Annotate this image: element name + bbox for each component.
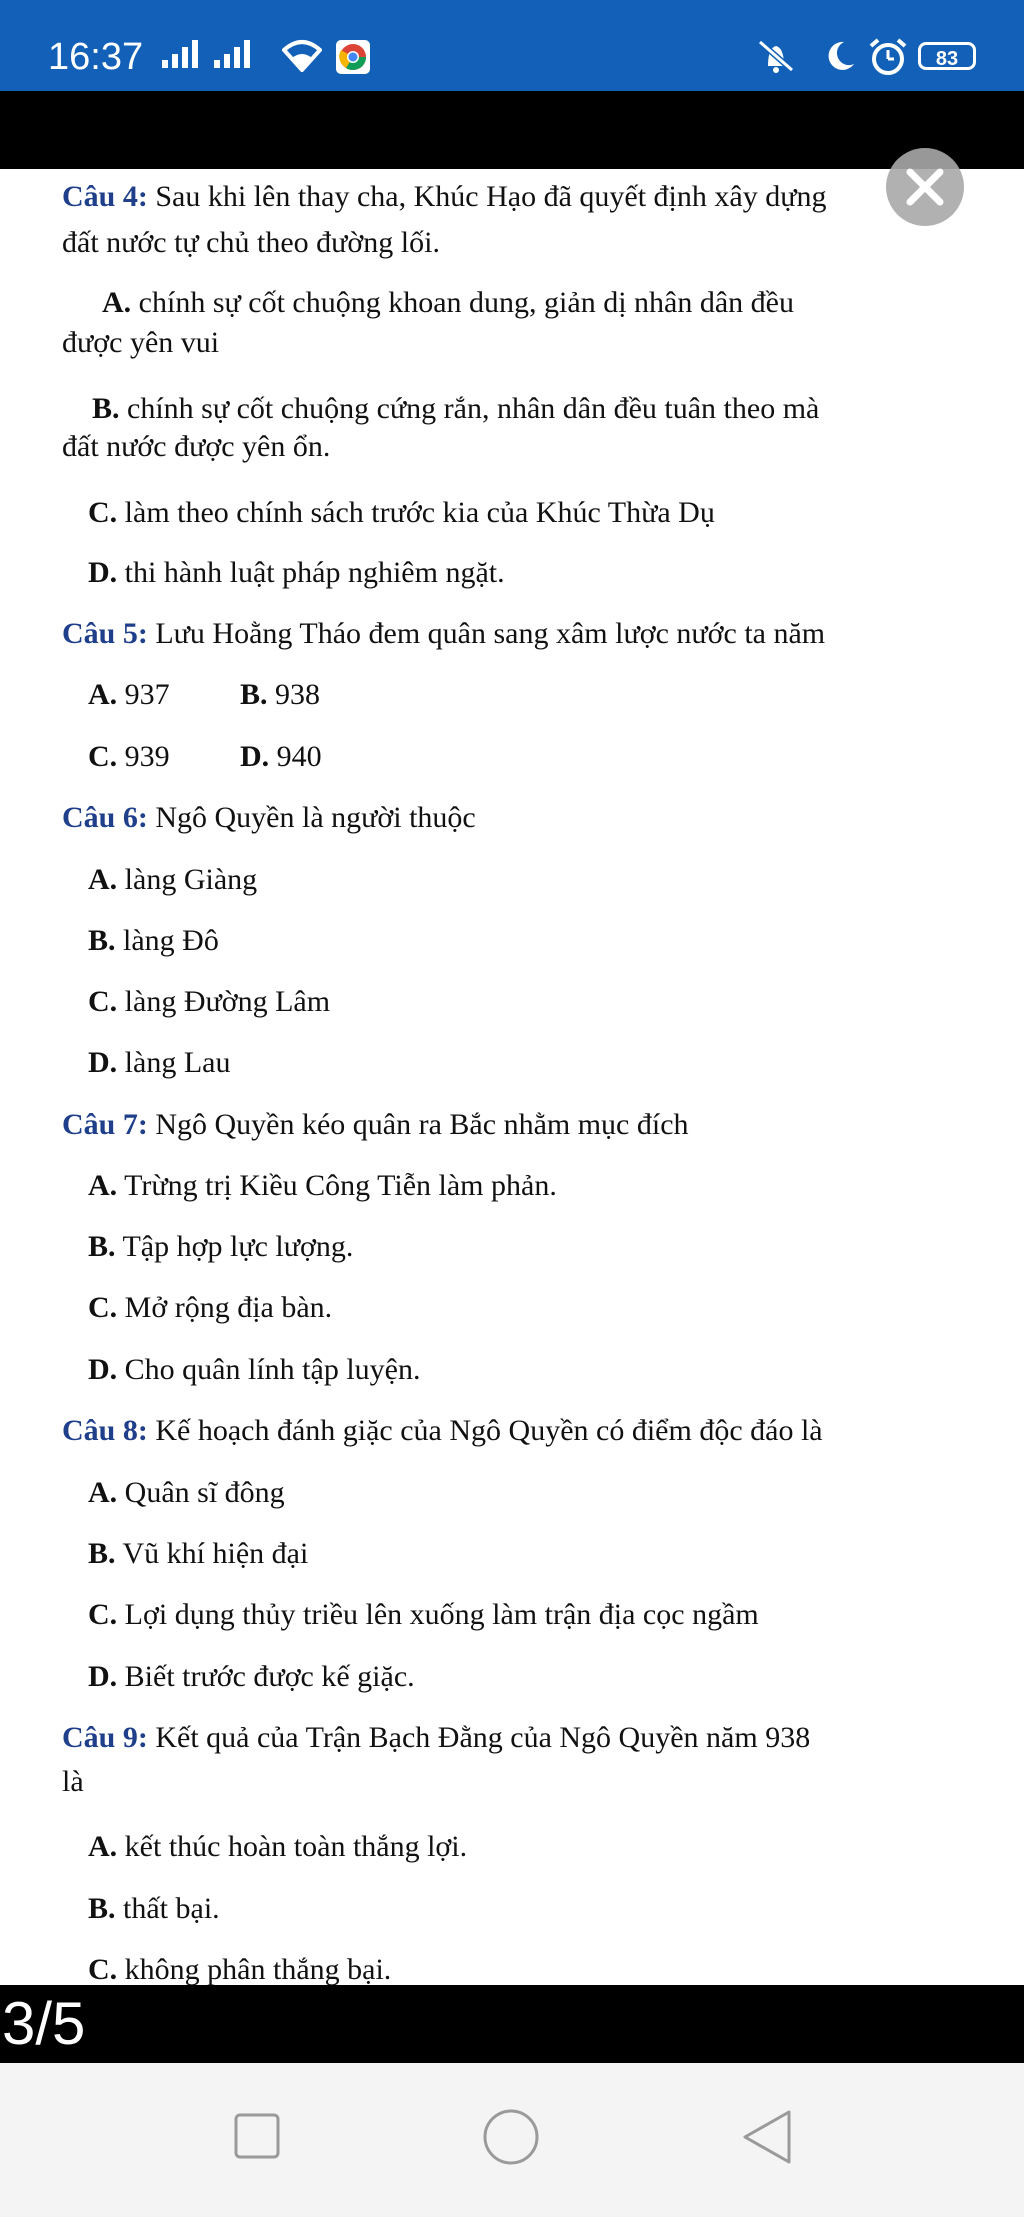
q9-option-c: C. không phân thắng bại. [88, 1953, 392, 1985]
signal-icon [214, 38, 258, 70]
alarm-icon [868, 38, 908, 76]
close-icon [886, 148, 964, 226]
q8-option-b: B. Vũ khí hiện đại [88, 1537, 309, 1570]
q5-option-d: D. 940 [240, 740, 322, 773]
q7-option-c: C. Mở rộng địa bàn. [88, 1291, 333, 1324]
page-indicator: 3/5 [2, 1990, 86, 2057]
q5-option-a: A. 937 [88, 678, 170, 711]
question-9-line2: là [62, 1765, 84, 1798]
navigation-bar [0, 2063, 1024, 2217]
q4-option-b: B. chính sự cốt chuộng cứng rắn, nhân dân đều tuân theo mà [92, 392, 820, 425]
close-button[interactable] [886, 148, 964, 226]
recent-apps-button[interactable] [233, 2112, 281, 2160]
q7-option-a: A. Trừng trị Kiều Công Tiễn làm phản. [88, 1169, 557, 1202]
q6-option-d: D. làng Lau [88, 1046, 231, 1079]
status-bar [0, 0, 1024, 91]
question-5: Câu 5: Lưu Hoằng Tháo đem quân sang xâm lược nước ta năm [62, 617, 826, 650]
moon-icon [822, 38, 858, 74]
home-button[interactable] [482, 2108, 540, 2166]
document-page [0, 169, 1024, 1985]
q8-option-d: D. Biết trước được kế giặc. [88, 1660, 415, 1693]
q9-option-b: B. thất bại. [88, 1892, 220, 1925]
q6-option-a: A. làng Giàng [88, 863, 258, 896]
q8-option-c: C. Lợi dụng thủy triều lên xuống làm trận địa cọc ngầm [88, 1598, 759, 1631]
question-7: Câu 7: Ngô Quyền kéo quân ra Bắc nhằm mục đích [62, 1108, 689, 1141]
signal-icon [162, 38, 206, 70]
q6-option-c: C. làng Đường Lâm [88, 985, 331, 1018]
q4-option-c: C. làm theo chính sách trước kia của Khúc Thừa Dụ [88, 496, 715, 529]
question-9: Câu 9: Kết quả của Trận Bạch Đằng của Ngô Quyền năm 938 [62, 1721, 811, 1754]
wifi-icon [282, 38, 322, 72]
chrome-icon [336, 40, 370, 74]
q5-option-c: C. 939 [88, 740, 170, 773]
q6-option-b: B. làng Đô [88, 924, 219, 957]
q4-option-d: D. thi hành luật pháp nghiêm ngặt. [88, 556, 505, 589]
question-6: Câu 6: Ngô Quyền là người thuộc [62, 801, 476, 834]
q4-option-a-line2: được yên vui [62, 326, 220, 359]
q5-option-b: B. 938 [240, 678, 321, 711]
q4-option-a: A. chính sự cốt chuộng khoan dung, giản dị nhân dân đều [102, 286, 794, 319]
viewer-bottom-bar [0, 1985, 1024, 2063]
question-4-line2: đất nước tự chủ theo đường lối. [62, 226, 440, 259]
viewer-top-bar [0, 91, 1024, 169]
mute-icon [756, 38, 796, 74]
question-4: Câu 4: Sau khi lên thay cha, Khúc Hạo đã quyết định xây dựng [62, 180, 827, 213]
back-button[interactable] [741, 2108, 793, 2166]
q8-option-a: A. Quân sĩ đông [88, 1476, 285, 1509]
question-8: Câu 8: Kế hoạch đánh giặc của Ngô Quyền có điểm độc đáo là [62, 1414, 823, 1447]
q7-option-d: D. Cho quân lính tập luyện. [88, 1353, 421, 1386]
q9-option-a: A. kết thúc hoàn toàn thắng lợi. [88, 1830, 468, 1863]
battery-icon: 83 [918, 42, 976, 70]
q7-option-b: B. Tập hợp lực lượng. [88, 1230, 354, 1263]
status-time: 16:37 [48, 36, 144, 78]
q4-option-b-line2: đất nước được yên ổn. [62, 430, 331, 463]
